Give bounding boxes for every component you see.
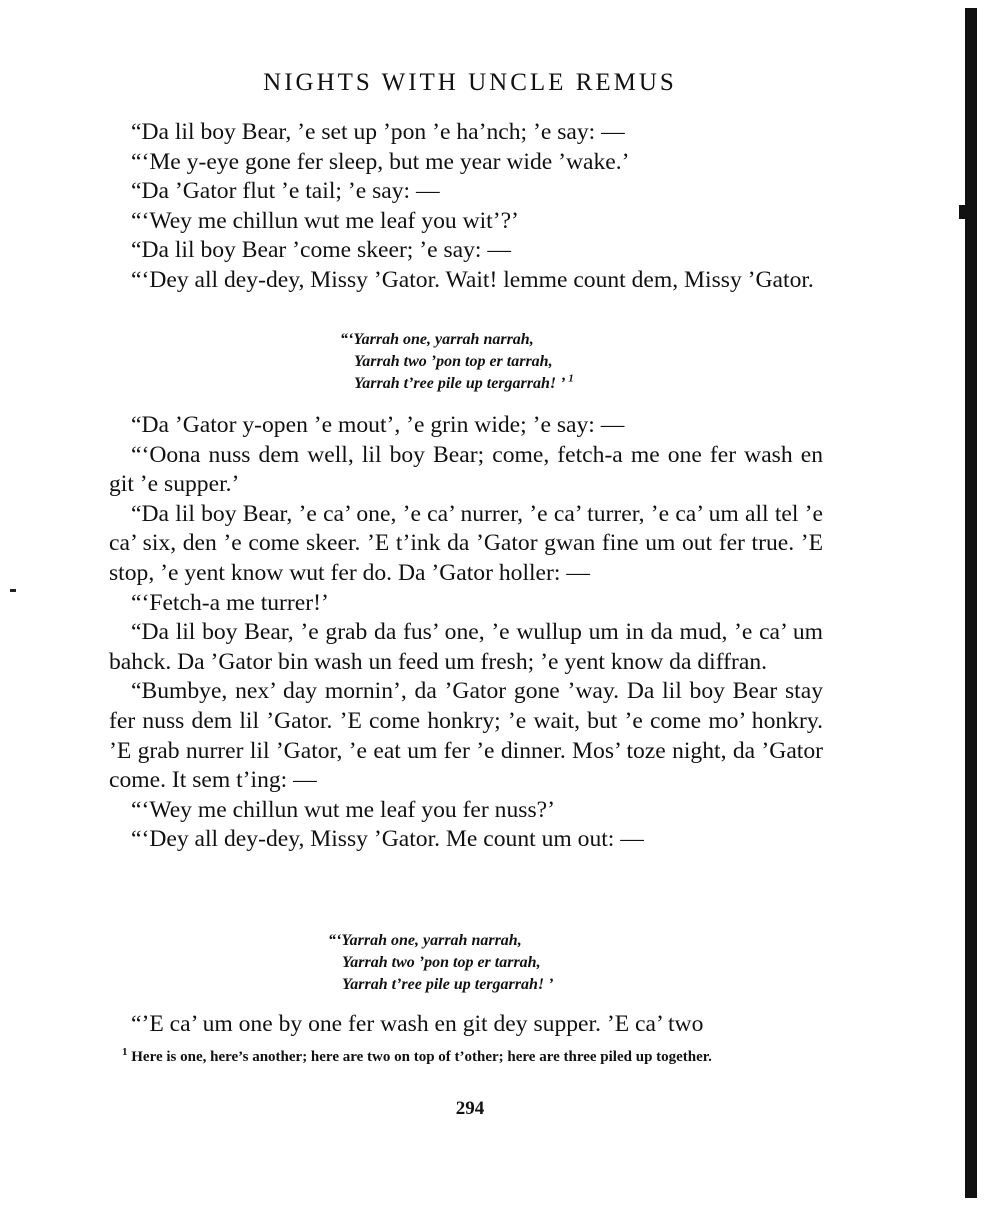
- paragraph: “‘Fetch-a me turrer!’: [131, 589, 329, 616]
- paragraph: “‘Me y-eye gone fer sleep, but me year wide ’wake.’: [131, 148, 630, 175]
- footnote: [104, 1047, 826, 1067]
- verse-1: [340, 329, 574, 395]
- paragraph: “‘Dey all dey-dey, Missy ’Gator. Wait! lemme count dem, Missy ’Gator.: [131, 266, 814, 293]
- verse-2: [328, 930, 553, 996]
- verse-line: “‘Yarrah one, yarrah narrah,: [328, 932, 522, 949]
- verse-line-text: Yarrah t’ree pile up tergarrah! ’: [354, 375, 565, 392]
- footnote-text: Here is one, here’s another; here are two on top of t’other; here are three piled up together.: [131, 1049, 712, 1065]
- running-head: NIGHTS WITH UNCLE REMUS: [263, 69, 677, 96]
- paragraph: “‘Wey me chillun wut me leaf you wit’?’: [131, 207, 519, 234]
- paragraph: “‘Oona nuss dem well, lil boy Bear; come, fetch-a me one fer wash en git ’e supper.’: [109, 441, 823, 498]
- verse-line: Yarrah two ’pon top er tarrah,: [342, 954, 541, 971]
- verse-line: [340, 373, 574, 395]
- paragraph: “‘Dey all dey-dey, Missy ’Gator. Me count um out: —: [131, 826, 644, 853]
- verse-line: Yarrah two ’pon top er tarrah,: [354, 353, 553, 370]
- page-edge-notch: [959, 205, 967, 219]
- margin-mark: [10, 589, 16, 592]
- footnote-ref: 1: [568, 372, 574, 385]
- paragraph: “Da lil boy Bear ’come skeer; ’e say: —: [131, 237, 511, 264]
- page-edge-shadow: [965, 8, 977, 1198]
- paragraph: “Da lil boy Bear, ’e set up ’pon ’e ha’nch; ’e say: —: [131, 119, 625, 145]
- paragraph: “‘Wey me chillun wut me leaf you fer nuss?’: [131, 796, 555, 823]
- footnote-marker: 1: [122, 1046, 128, 1058]
- verse-line: “‘Yarrah one, yarrah narrah,: [340, 331, 534, 348]
- text-block-2: [109, 411, 823, 855]
- paragraph: “’E ca’ um one by one fer wash en git dey supper. ’E ca’ two: [131, 1011, 704, 1037]
- verse-line: Yarrah t’ree pile up tergarrah! ’: [342, 976, 554, 993]
- paragraph: “Da lil boy Bear, ’e grab da fus’ one, ’e wullup um in da mud, ’e ca’ um bahck. Da ’Gator bin wash un feed um fresh; ’e yent know da diffran.: [109, 619, 823, 675]
- paragraph: “Da lil boy Bear, ’e ca’ one, ’e ca’ nurrer, ’e ca’ turrer, ’e ca’ um all tel ’e ca’ six, den ’e come skeer. ’E t’ink da ’Gator gwan fine um out fer true. ’E stop, ’e yent know wut fer do. Da ’Gator holler: —: [109, 500, 823, 586]
- paragraph: “Da ’Gator y-open ’e mout’, ’e grin wide; ’e say: —: [131, 412, 625, 438]
- text-block-1: [109, 118, 823, 296]
- page-number: 294: [455, 1098, 485, 1119]
- paragraph: “Da ’Gator flut ’e tail; ’e say: —: [131, 178, 440, 205]
- paragraph: “Bumbye, nex’ day mornin’, da ’Gator gone ’way. Da lil boy Bear stay fer nuss dem lil ’Gator. ’E come honkry; ’e wait, but ’e come mo’ honkry. ’E grab nurrer lil ’Gator, ’e eat um fer ’e dinner. Mos’ toze night, da ’Gator come. It sem t’ing: —: [109, 678, 823, 794]
- text-block-3: [109, 1010, 823, 1040]
